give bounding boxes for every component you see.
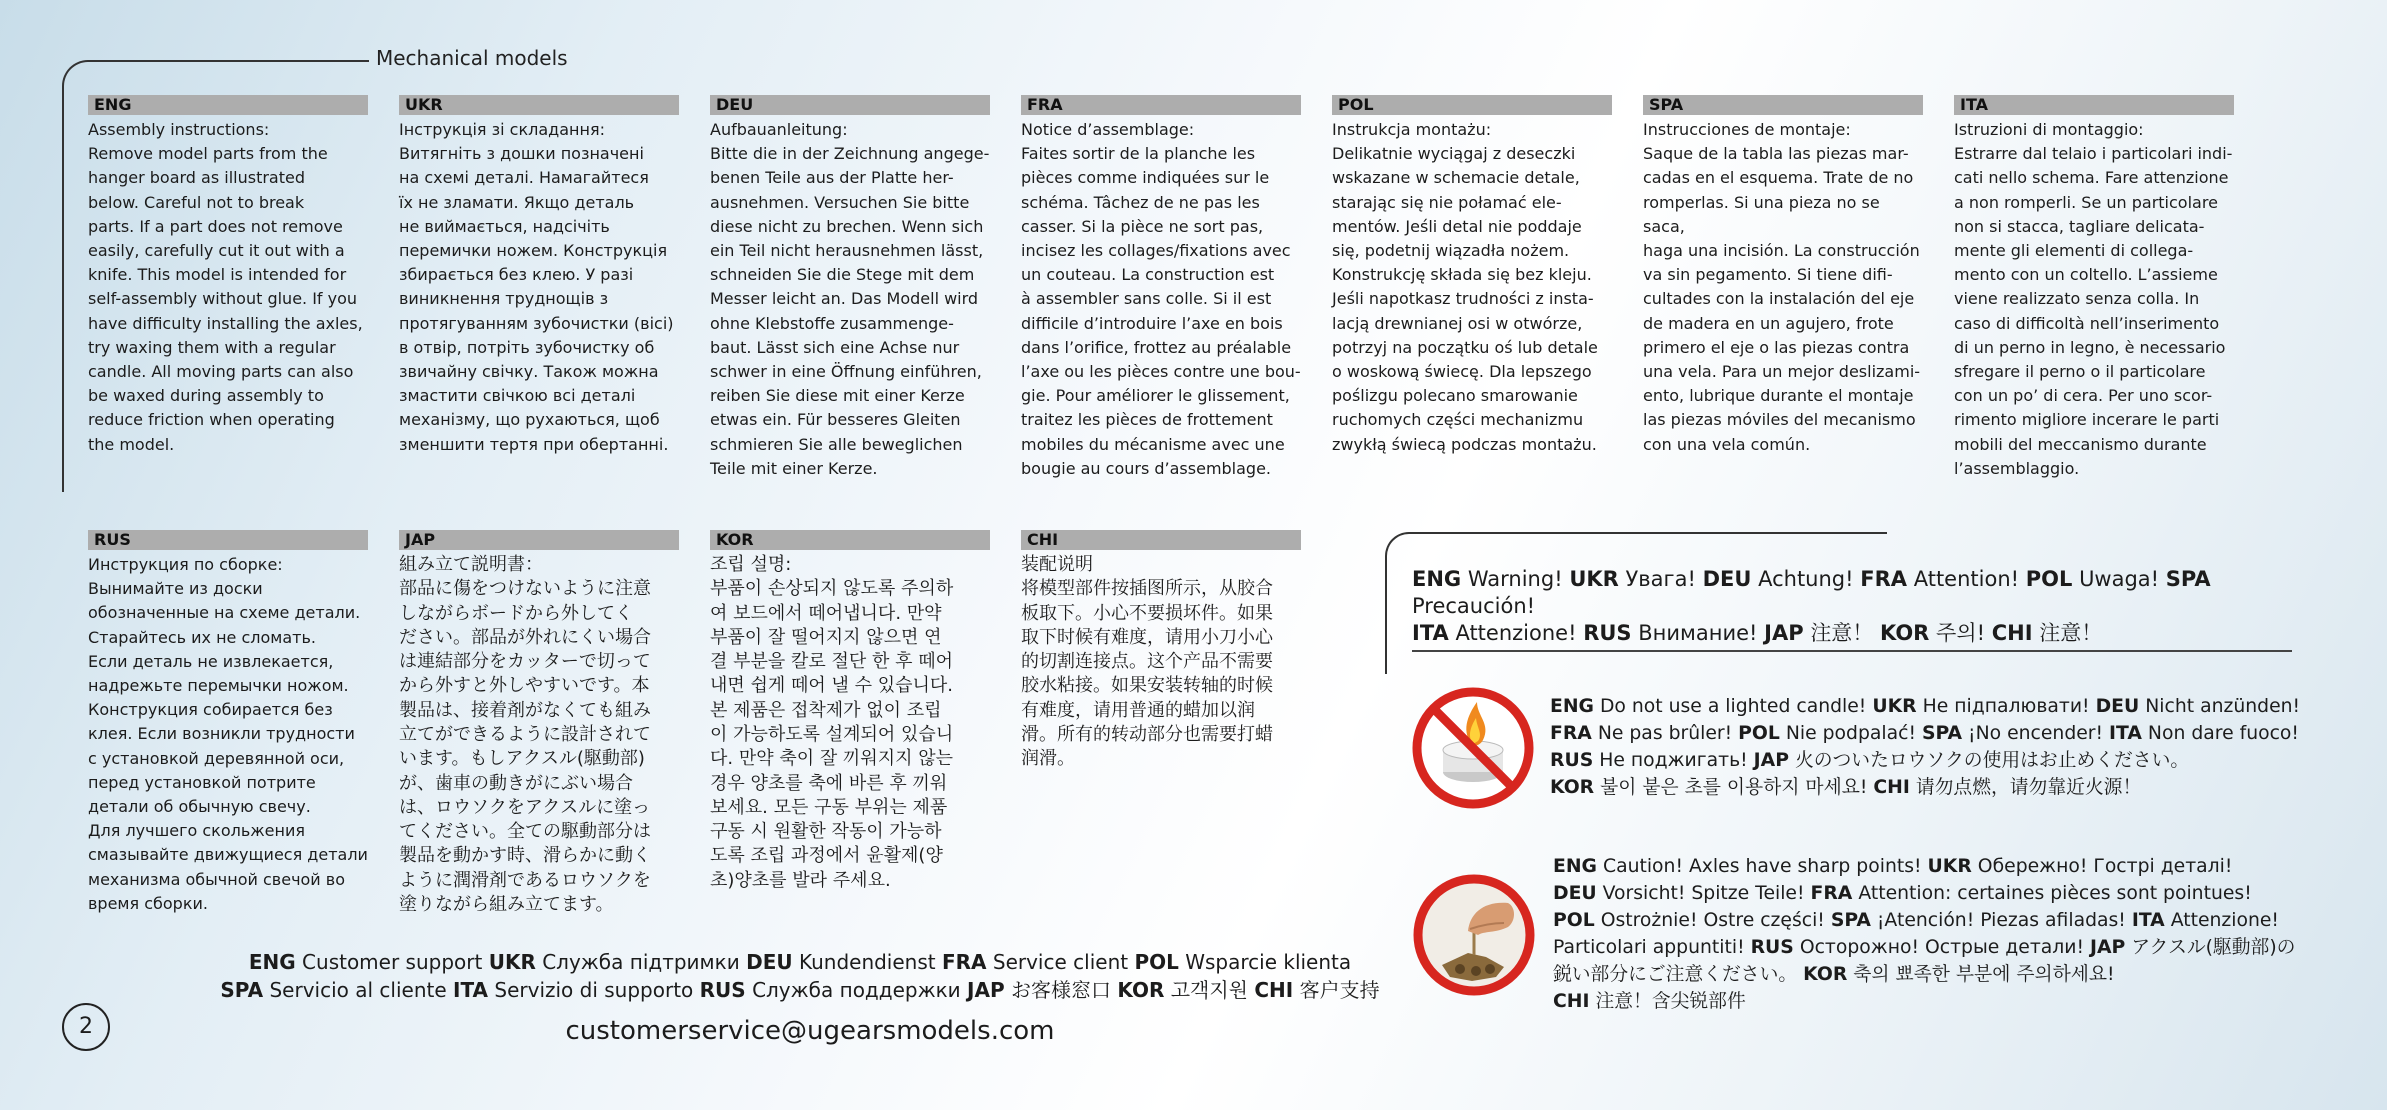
lang-tag: KOR	[710, 530, 990, 550]
lang-body: Estrarre dal telaio i particolari indi- cati nello schema. Fare attenzione a non romperli. Se un particolare non si stacca, tagliare delicata- mente gli elementi di collega- mento con un coltello. L’assieme viene realizzato senza colla. In caso di difficoltà nell’inserimento di un perno in legno, è necessario sfregare il perno o il particolare con un po’ di cera. Per uno scor- rimento migliore incerare le parti mobili del meccanismo durante l’assemblaggio.	[1954, 144, 2233, 478]
lang-code: ENG	[248, 950, 296, 974]
lang-heading: Assembly instructions:	[88, 120, 270, 139]
support-text: Служба поддержки	[752, 978, 961, 1002]
support-text: Wsparcie klienta	[1185, 950, 1352, 974]
support-line-2	[200, 976, 1400, 1004]
lang-tag: RUS	[88, 530, 368, 550]
page-number: 2	[62, 1003, 110, 1051]
warning-header	[1412, 566, 2312, 647]
lang-code: UKR	[1872, 696, 1917, 717]
lang-code: UKR	[488, 950, 536, 974]
lang-code: SPA	[2165, 567, 2211, 591]
warning-text: Non dare fuoco!	[2147, 723, 2299, 744]
lang-block-deu	[710, 95, 990, 481]
lang-tag: CHI	[1021, 530, 1301, 550]
lang-code: CHI	[1254, 978, 1294, 1002]
lang-heading: 조립 설명:	[710, 554, 792, 575]
lang-tag: ITA	[1954, 95, 2234, 115]
support-text: お客様窓口	[1010, 978, 1111, 1002]
lang-heading: 装配说明	[1021, 554, 1093, 575]
lang-code: POL	[1134, 950, 1179, 974]
lang-tag: FRA	[1021, 95, 1301, 115]
lang-code: ITA	[1412, 621, 1449, 645]
lang-code: JAP	[1753, 750, 1789, 771]
lang-body: Delikatnie wyciągaj z deseczki wskazane w schemacie detale, starając się nie połamać ele- mentów. Jeśli detal nie poddaje się, podetnij wiązadła nożem. Konstrukcję składa się bez kleju. Jeśli napotkasz trudności z insta- lacją drewnianej osi w otwórze, potrzyj na początku oś lub detale o woskową świecę. Dla lepszego poślizgu polecano smarowanie ruchomych części mechanizmu zwykłą świecą podczas montażu.	[1332, 144, 1598, 454]
lang-code: CHI	[1873, 777, 1910, 798]
section-title: Mechanical models	[376, 46, 568, 70]
lang-tag: JAP	[399, 530, 679, 550]
warning-text: Не підпалювати!	[1922, 696, 2090, 717]
warning-text: 火のついたロウソクの使用はお止めください。	[1794, 750, 2190, 771]
customer-support	[200, 948, 1400, 1004]
lang-code: CHI	[1991, 621, 2033, 645]
lang-block-ukr	[399, 95, 679, 457]
lang-code: UKR	[1569, 567, 1619, 591]
warning-text: 불이 붙은 초를 이용하지 마세요!	[1600, 777, 1868, 798]
lang-heading: Инструкция по сборке:	[88, 555, 283, 574]
lang-code: ENG	[1550, 696, 1594, 717]
lang-code: ITA	[453, 978, 489, 1002]
warning-text: Осторожно! Острые детали!	[1799, 937, 2085, 958]
warning-text: 请勿点燃，请勿靠近火源！	[1915, 777, 2142, 798]
lang-block-pol	[1332, 95, 1612, 457]
support-text: Servizio di supporto	[494, 978, 694, 1002]
support-text: Customer support	[302, 950, 483, 974]
lang-code: POL	[1738, 723, 1780, 744]
lang-code: SPA	[1830, 910, 1871, 931]
lang-body: Remove model parts from the hanger board as illustrated below. Careful not to break parts. If a part does not remove easily, carefully cut it out with a knife. This model is intended for self-assembly without glue. If you have difficulty installing the axles, try waxing them with a regular candle. All moving parts can also be waxed during assembly to reduce friction when operating the model.	[88, 144, 363, 454]
warning-text: ¡No encender!	[1968, 723, 2104, 744]
lang-block-chi	[1021, 530, 1301, 772]
lang-code: DEU	[2095, 696, 2140, 717]
lang-code: FRA	[1860, 567, 1908, 591]
support-line-1	[200, 948, 1400, 976]
support-text: 고객지원	[1170, 978, 1248, 1002]
lang-code: JAP	[2090, 937, 2126, 958]
lang-code: RUS	[1750, 937, 1794, 958]
warning-text: Vorsicht! Spitze Teile!	[1602, 883, 1805, 904]
lang-body: 将模型部件按插图所示，从胶合 板取下。小心不要损坏件。如果 取下时候有难度，请用小刀小心 的切割连接点。这个产品不需要 胶水粘接。如果安装转轴的时候 有难度，请用普通的蜡加以润 滑。所有的转动部分也需要打蜡 润滑。	[1021, 578, 1273, 770]
lang-body: 部品に傷をつけないように注意 しながらボードから外してく ださい。部品が外れにくい場合 は連結部分をカッターで切って から外すと外しやすいです。本 製品は、接着剤がなくても組み 立てができるように設計されて います。もしアクスル(駆動部) が、歯車の動きがにぶい場合 は、ロウソクをアクスルに塗っ てください。全ての駆動部分は 製品を動かす時、滑らかに動く ように潤滑剤であるロウソクを 塗りながら組み立てます。	[399, 578, 651, 916]
axle-warning	[1553, 853, 2313, 1015]
support-email-link[interactable]: customerservice@ugearsmodels.com	[565, 1016, 1055, 1046]
lang-code: POL	[1553, 910, 1595, 931]
warning-text: 축의 뾰족한 부분에 주의하세요!	[1853, 964, 2115, 985]
support-text: Service client	[992, 950, 1129, 974]
lang-tag: POL	[1332, 95, 1612, 115]
lang-heading: Istruzioni di montaggio:	[1954, 120, 2144, 139]
warning-text: 注意！含尖锐部件	[1595, 991, 1746, 1012]
support-text: Servicio al cliente	[269, 978, 447, 1002]
warning-text: Uwaga!	[2079, 567, 2160, 591]
warning-text: Precaución!	[1412, 594, 1536, 618]
lang-code: JAP	[967, 978, 1005, 1002]
lang-body: Saque de la tabla las piezas mar- cadas en el esquema. Trate de no romperlas. Si una pieza no se saca, haga una incisión. La construcción va sin pegamento. Si tiene difi- cultades con la instalación del eje de madera en un agujero, frote primero el eje o las piezas contra una vela. Para un mejor deslizami- ento, lubrique durante el montaje las piezas móviles del mecanismo con una vela común.	[1643, 144, 1921, 454]
warning-text: Do not use a lighted candle!	[1599, 696, 1867, 717]
warning-text: Nie podpalać!	[1785, 723, 1916, 744]
lang-code: JAP	[1764, 621, 1804, 645]
lang-heading: Instrukcja montażu:	[1332, 120, 1492, 139]
lang-code: POL	[2025, 567, 2073, 591]
warning-divider	[1412, 650, 2292, 652]
lang-code: RUS	[1583, 621, 1632, 645]
lang-code: SPA	[220, 978, 264, 1002]
lang-body: 부품이 손상되지 않도록 주의하 여 보드에서 떼어냅니다. 만약 부품이 잘 떨어지지 않으면 연 결 부분을 칼로 절단 한 후 떼어 내면 쉽게 떼어 낼 수 있습니다. 본 제품은 접착제가 없이 조립 이 가능하도록 설계되어 있습니 다. 만약 축이 잘 끼워지지 않는 경우 양초를 축에 바른 후 끼워 보세요. 모든 구동 부위는 제품 구동 시 원활한 작동이 가능하 도록 조립 과정에서 윤활제(양 초)양초를 발라 주세요.	[710, 578, 954, 891]
support-text: 客户支持	[1299, 978, 1380, 1002]
lang-code: DEU	[1553, 883, 1597, 904]
lang-heading: Notice d’assemblage:	[1021, 120, 1195, 139]
lang-block-eng	[88, 95, 368, 457]
lang-heading: Instrucciones de montaje:	[1643, 120, 1851, 139]
lang-code: ITA	[2109, 723, 2142, 744]
no-candle-icon	[1411, 686, 1535, 810]
warning-text: Внимание!	[1638, 621, 1758, 645]
warning-text: Attention!	[1913, 567, 2020, 591]
warning-text: Обережно! Гострі деталі!	[1977, 856, 2233, 877]
lang-block-rus	[88, 530, 368, 916]
lang-code: ENG	[1412, 567, 1462, 591]
lang-block-fra	[1021, 95, 1301, 481]
lang-body: Витягніть з дошки позначені на схемі деталі. Намагайтеся їх не зламати. Якщо деталь не виймається, надсічіть перемички ножем. Конструкція збирається без клею. У разі виникнення труднощів з протягуванням зубочистки (вісі) в отвір, потріть зубочистку об звичайну свічку. Також можна змастити свічкою всі деталі механізму, що рухаються, щоб зменшити тертя при обертанні.	[399, 144, 674, 454]
warning-text: ¡Atención! Piezas afiladas!	[1876, 910, 2126, 931]
lang-code: ENG	[1553, 856, 1597, 877]
lang-heading: 組み立て説明書：	[399, 554, 543, 575]
lang-tag: ENG	[88, 95, 368, 115]
lang-code: RUS	[1550, 750, 1594, 771]
lang-code: FRA	[1810, 883, 1853, 904]
warning-text: Ne pas brûler!	[1597, 723, 1733, 744]
lang-block-spa	[1643, 95, 1923, 457]
lang-tag: UKR	[399, 95, 679, 115]
warning-text: アクスル(駆動部)の鋭い部分にご注意ください。	[1553, 937, 2296, 985]
lang-code: DEU	[1702, 567, 1752, 591]
lang-code: DEU	[746, 950, 793, 974]
warning-text: 注意！	[2039, 621, 2103, 645]
warning-text: Ostrożnie! Ostre części!	[1600, 910, 1825, 931]
lang-code: UKR	[1927, 856, 1972, 877]
warning-text: 주의!	[1936, 621, 1986, 645]
warning-text: Не поджигать!	[1599, 750, 1748, 771]
support-text: Kundendienst	[798, 950, 936, 974]
lang-body: Faites sortir de la planche les pièces comme indiquées sur le schéma. Tâchez de ne pas les casser. Si la pièce ne sort pas, incisez les collages/fixations avec un couteau. La construction est à assembler sans colle. Si il est difficile d’introduire l’axe en bois dans l’orifice, frottez au préalable l’axe ou les pièces contre une bou- gie. Pour améliorer le glissement, traitez les pièces de frottement mobiles du mécanisme avec une bougie au cours d’assemblage.	[1021, 144, 1301, 478]
lang-block-kor	[710, 530, 990, 893]
lang-code: SPA	[1921, 723, 1963, 744]
warning-text: Attenzione!	[1455, 621, 1577, 645]
lang-block-jap	[399, 530, 679, 917]
candle-warning	[1550, 693, 2310, 801]
lang-code: CHI	[1553, 991, 1590, 1012]
warning-text: Attenzione! Particolari appuntiti!	[1553, 910, 2279, 958]
lang-tag: DEU	[710, 95, 990, 115]
warning-text: Attention: certaines pièces sont pointues!	[1858, 883, 2252, 904]
lang-code: KOR	[1803, 964, 1848, 985]
lang-code: RUS	[699, 978, 746, 1002]
lang-code: FRA	[1550, 723, 1592, 744]
warning-text: Увага!	[1625, 567, 1696, 591]
lang-code: KOR	[1880, 621, 1930, 645]
support-text: Служба підтримки	[542, 950, 740, 974]
lang-block-ita	[1954, 95, 2234, 481]
lang-code: ITA	[2131, 910, 2165, 931]
lang-heading: Aufbauanleitung:	[710, 120, 848, 139]
warning-text: Achtung!	[1758, 567, 1854, 591]
sharp-axle-icon	[1412, 873, 1536, 997]
warning-text: Nicht anzünden!	[2145, 696, 2301, 717]
warning-text: Warning!	[1467, 567, 1563, 591]
lang-code: KOR	[1117, 978, 1165, 1002]
lang-tag: SPA	[1643, 95, 1923, 115]
lang-body: Вынимайте из доски обозначенные на схеме детали. Старайтесь их не сломать. Если деталь не извлекается, надрежьте перемычки ножом. Конструкция собирается без клея. Если возникли трудности с установкой деревянной оси, перед установкой потрите детали об обычную свечу. Для лучшего скольжения смазывайте движущиеся детали механизма обычной свечой во время сборки.	[88, 579, 368, 913]
warning-text: Caution! Axles have sharp points!	[1602, 856, 1922, 877]
warning-text: 注意！	[1810, 621, 1874, 645]
lang-heading: Інструкція зі складання:	[399, 120, 605, 139]
lang-code: KOR	[1550, 777, 1595, 798]
lang-code: FRA	[941, 950, 987, 974]
lang-body: Bitte die in der Zeichnung angege- benen Teile aus der Platte her- ausnehmen. Versuchen Sie bitte diese nicht zu brechen. Wenn sich ein Teil nicht herausnehmen lässt, schneiden Sie die Stege mit dem Messer leicht an. Das Modell wird ohne Klebstoffe zusammenge- baut. Lässt sich eine Achse nur schwer in eine Öffnung einführen, reiben Sie diese mit einer Kerze etwas ein. Für besseres Gleiten schmieren Sie alle beweglichen Teile mit einer Kerze.	[710, 144, 990, 478]
